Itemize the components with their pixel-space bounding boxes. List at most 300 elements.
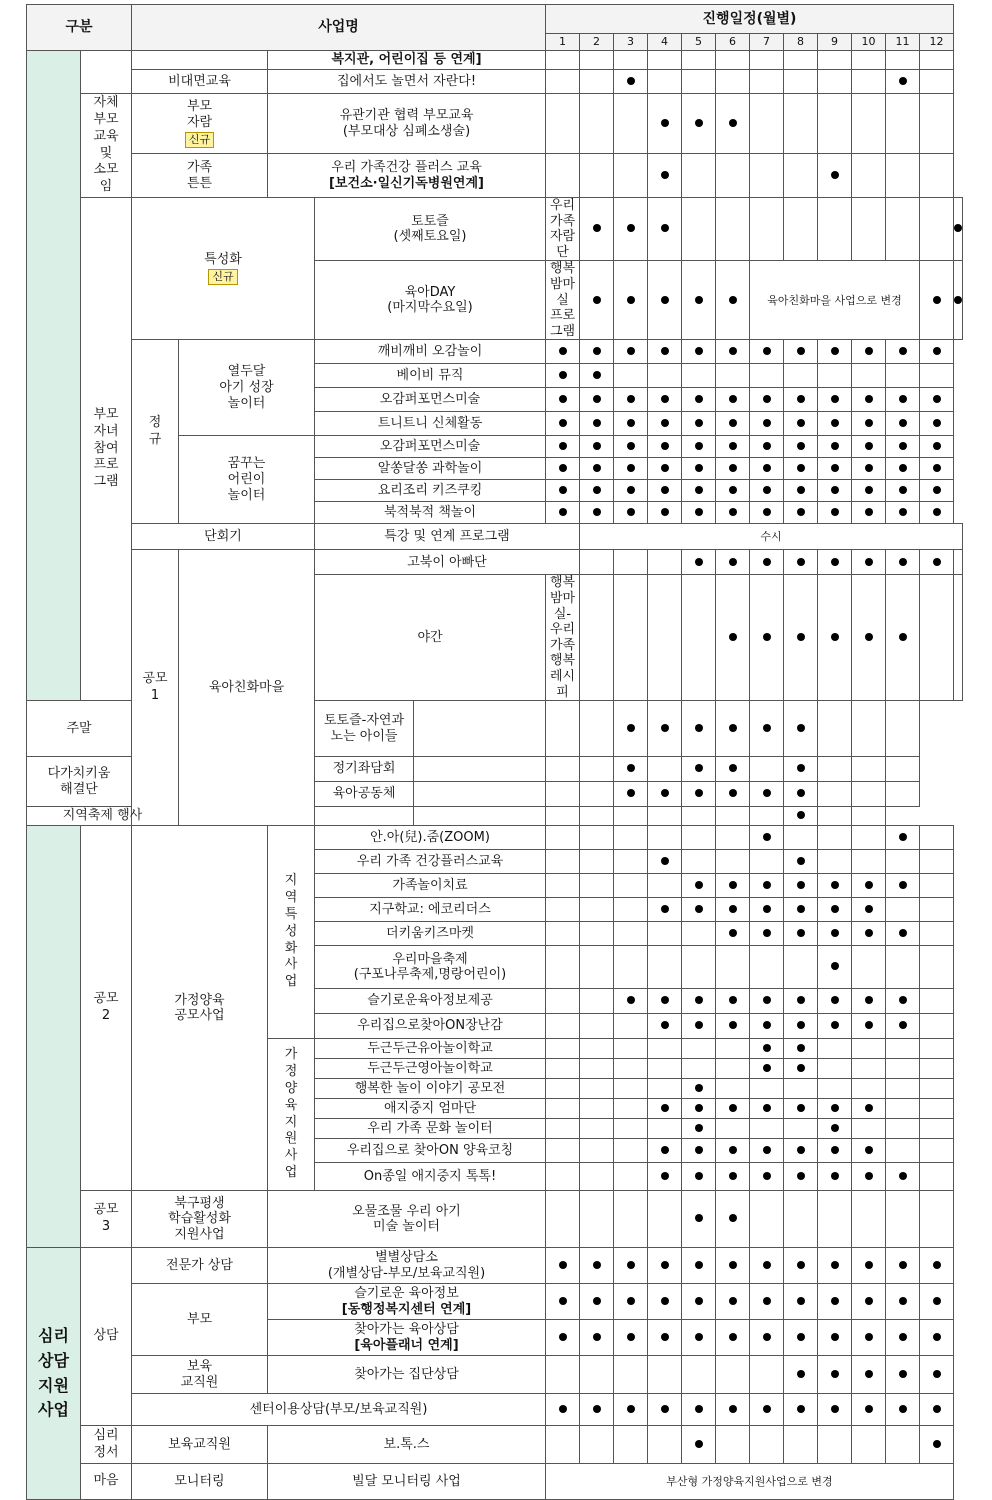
month-cell bbox=[750, 826, 784, 850]
month-cell bbox=[852, 946, 886, 989]
month-cell bbox=[818, 807, 852, 826]
scheduled-dot bbox=[831, 996, 839, 1004]
scheduled-dot bbox=[797, 929, 805, 937]
month-cell bbox=[682, 94, 716, 154]
month-cell bbox=[886, 154, 920, 198]
month-cell bbox=[682, 575, 716, 701]
month-cell bbox=[716, 1139, 750, 1163]
month-cell bbox=[614, 458, 648, 480]
month-cell bbox=[682, 1426, 716, 1464]
month-cell bbox=[716, 782, 750, 807]
month-cell bbox=[716, 412, 750, 436]
schedule-note: 부산형 가정양육지원사업으로 변경 bbox=[546, 1464, 954, 1500]
month-cell bbox=[614, 922, 648, 946]
scheduled-dot bbox=[559, 419, 567, 427]
scheduled-dot bbox=[661, 1333, 669, 1341]
month-cell bbox=[580, 1284, 614, 1320]
month-cell bbox=[580, 412, 614, 436]
month-cell bbox=[750, 458, 784, 480]
scheduled-dot bbox=[797, 1064, 805, 1072]
scheduled-dot bbox=[831, 171, 839, 179]
month-cell bbox=[784, 1284, 818, 1320]
month-cell bbox=[784, 850, 818, 874]
scheduled-dot bbox=[695, 347, 703, 355]
month-cell bbox=[920, 458, 954, 480]
scheduled-dot bbox=[797, 486, 805, 494]
month-header: 4 bbox=[648, 34, 682, 51]
month-cell bbox=[580, 989, 614, 1014]
month-header: 2 bbox=[580, 34, 614, 51]
month-cell bbox=[920, 412, 954, 436]
scheduled-dot bbox=[729, 296, 737, 304]
row-sub-label: 부모 자람 신규 bbox=[132, 94, 268, 154]
scheduled-dot bbox=[865, 1021, 873, 1029]
scheduled-dot bbox=[933, 1297, 941, 1305]
month-cell bbox=[682, 198, 716, 261]
scheduled-dot bbox=[763, 1333, 771, 1341]
scheduled-dot bbox=[695, 1104, 703, 1112]
month-cell bbox=[614, 198, 648, 261]
scheduled-dot bbox=[695, 1405, 703, 1413]
month-cell bbox=[648, 782, 682, 807]
month-cell bbox=[682, 550, 716, 575]
month-cell bbox=[648, 412, 682, 436]
month-cell bbox=[886, 874, 920, 898]
scheduled-dot bbox=[729, 1405, 737, 1413]
row-detail: 토토즐-자연과 노는 아이들 bbox=[315, 701, 414, 757]
month-cell bbox=[886, 826, 920, 850]
scheduled-dot bbox=[933, 464, 941, 472]
month-cell bbox=[886, 1394, 920, 1426]
scheduled-dot bbox=[831, 419, 839, 427]
row-name: 다가치키움 해결단 bbox=[27, 757, 132, 807]
scheduled-dot bbox=[831, 929, 839, 937]
scheduled-dot bbox=[695, 1333, 703, 1341]
month-cell bbox=[648, 1191, 682, 1248]
month-cell bbox=[614, 701, 648, 757]
scheduled-dot bbox=[797, 347, 805, 355]
month-cell bbox=[648, 1099, 682, 1119]
month-cell bbox=[682, 1039, 716, 1059]
month-cell bbox=[546, 340, 580, 364]
scheduled-dot bbox=[593, 464, 601, 472]
month-cell bbox=[614, 1320, 648, 1356]
scheduled-dot bbox=[899, 996, 907, 1004]
month-cell bbox=[784, 1099, 818, 1119]
month-cell bbox=[784, 480, 818, 502]
scheduled-dot bbox=[831, 1370, 839, 1378]
month-cell bbox=[920, 922, 954, 946]
row-name: 우리집으로 찾아ON 양육코칭 bbox=[315, 1139, 546, 1163]
month-cell bbox=[886, 1320, 920, 1356]
month-cell bbox=[682, 782, 716, 807]
new-badge: 신규 bbox=[208, 269, 237, 285]
month-cell bbox=[920, 946, 954, 989]
month-cell bbox=[886, 502, 920, 524]
month-cell bbox=[784, 1039, 818, 1059]
scheduled-dot bbox=[797, 1044, 805, 1052]
month-cell bbox=[648, 70, 682, 94]
row-name: 특강 및 연계 프로그램 bbox=[315, 524, 580, 550]
scheduled-dot bbox=[831, 1261, 839, 1269]
month-cell bbox=[784, 458, 818, 480]
scheduled-dot bbox=[831, 1146, 839, 1154]
group-self-parent-edu: 자체 부모 교육 및 소모 임 bbox=[81, 94, 132, 198]
scheduled-dot bbox=[933, 1405, 941, 1413]
month-cell bbox=[852, 826, 886, 850]
row-name: 깨비깨비 오감놀이 bbox=[315, 340, 546, 364]
month-cell bbox=[886, 1284, 920, 1320]
scheduled-dot bbox=[593, 486, 601, 494]
month-cell bbox=[852, 51, 886, 70]
scheduled-dot bbox=[729, 508, 737, 516]
month-cell bbox=[648, 480, 682, 502]
scheduled-dot bbox=[627, 996, 635, 1004]
month-cell bbox=[920, 198, 954, 261]
month-cell bbox=[682, 388, 716, 412]
month-cell bbox=[920, 1320, 954, 1356]
scheduled-dot bbox=[763, 1405, 771, 1413]
month-cell bbox=[614, 1248, 648, 1284]
scheduled-dot bbox=[661, 419, 669, 427]
month-cell bbox=[852, 1039, 886, 1059]
month-cell bbox=[648, 94, 682, 154]
month-cell bbox=[546, 850, 580, 874]
header-category: 구분 bbox=[27, 5, 132, 51]
scheduled-dot bbox=[695, 1440, 703, 1448]
month-cell bbox=[648, 340, 682, 364]
scheduled-dot bbox=[797, 395, 805, 403]
scheduled-dot bbox=[695, 764, 703, 772]
month-cell bbox=[750, 1059, 784, 1079]
month-cell bbox=[920, 340, 954, 364]
month-cell bbox=[886, 946, 920, 989]
scheduled-dot bbox=[797, 724, 805, 732]
month-cell bbox=[648, 261, 682, 340]
scheduled-dot bbox=[661, 905, 669, 913]
row-partner-note: [보건소·일신기독병원연계] bbox=[329, 175, 484, 191]
month-cell bbox=[784, 1139, 818, 1163]
row-detail: 정기좌담회 bbox=[315, 757, 414, 782]
scheduled-dot bbox=[831, 1405, 839, 1413]
header-schedule: 진행일정(월별) bbox=[546, 5, 954, 34]
month-cell bbox=[750, 1248, 784, 1284]
month-cell bbox=[784, 946, 818, 989]
scheduled-dot bbox=[899, 558, 907, 566]
scheduled-dot bbox=[729, 395, 737, 403]
scheduled-dot bbox=[695, 395, 703, 403]
scheduled-dot bbox=[661, 996, 669, 1004]
scheduled-dot bbox=[797, 1261, 805, 1269]
month-cell bbox=[614, 70, 648, 94]
month-cell bbox=[784, 989, 818, 1014]
scheduled-dot bbox=[933, 1370, 941, 1378]
month-cell bbox=[580, 757, 614, 782]
month-cell bbox=[852, 757, 886, 782]
scheduled-dot bbox=[797, 1405, 805, 1413]
month-cell bbox=[818, 388, 852, 412]
month-cell bbox=[546, 782, 580, 807]
row-name: 베이비 뮤직 bbox=[315, 364, 546, 388]
scheduled-dot bbox=[729, 464, 737, 472]
scheduled-dot bbox=[831, 1172, 839, 1180]
group-participation: 부모 자녀 참여 프로 그램 bbox=[81, 198, 132, 701]
month-cell bbox=[886, 480, 920, 502]
month-cell bbox=[716, 388, 750, 412]
month-cell bbox=[614, 898, 648, 922]
month-cell bbox=[852, 1014, 886, 1039]
month-cell bbox=[750, 1119, 784, 1139]
scheduled-dot bbox=[899, 1370, 907, 1378]
scheduled-dot bbox=[797, 1297, 805, 1305]
scheduled-dot bbox=[695, 881, 703, 889]
month-cell bbox=[818, 1059, 852, 1079]
month-cell bbox=[648, 1426, 682, 1464]
month-cell bbox=[750, 1394, 784, 1426]
month-cell bbox=[852, 922, 886, 946]
month-cell bbox=[580, 480, 614, 502]
scheduled-dot bbox=[763, 1104, 771, 1112]
scheduled-dot bbox=[593, 1405, 601, 1413]
month-cell bbox=[546, 51, 580, 70]
scheduled-dot bbox=[797, 633, 805, 641]
month-cell bbox=[750, 1284, 784, 1320]
month-cell bbox=[614, 340, 648, 364]
scheduled-dot bbox=[627, 419, 635, 427]
row-name: 집에서도 놀면서 자란다! bbox=[268, 70, 546, 94]
scheduled-dot bbox=[695, 1124, 703, 1132]
month-cell bbox=[818, 757, 852, 782]
scheduled-dot bbox=[695, 119, 703, 127]
month-cell bbox=[614, 989, 648, 1014]
scheduled-dot bbox=[865, 905, 873, 913]
month-cell bbox=[682, 51, 716, 70]
row-name: 오물조물 우리 아기 미술 놀이터 bbox=[268, 1191, 546, 1248]
row-name: 안.아(兒).줌(ZOOM) bbox=[315, 826, 546, 850]
month-cell bbox=[920, 1079, 954, 1099]
month-cell bbox=[648, 550, 682, 575]
month-cell bbox=[818, 782, 852, 807]
month-cell bbox=[818, 550, 852, 575]
month-cell bbox=[546, 1284, 580, 1320]
scheduled-dot bbox=[695, 789, 703, 797]
month-cell bbox=[716, 898, 750, 922]
month-cell bbox=[580, 701, 614, 757]
month-cell bbox=[716, 480, 750, 502]
scheduled-dot bbox=[933, 442, 941, 450]
month-cell bbox=[852, 1163, 886, 1191]
month-cell bbox=[784, 1248, 818, 1284]
scheduled-dot bbox=[865, 1172, 873, 1180]
scheduled-dot bbox=[559, 464, 567, 472]
month-cell bbox=[614, 757, 648, 782]
month-cell bbox=[614, 575, 648, 701]
month-cell bbox=[614, 826, 648, 850]
month-cell bbox=[920, 51, 954, 70]
month-cell bbox=[818, 826, 852, 850]
group-emotion: 심리 정서 bbox=[81, 1426, 132, 1464]
month-cell bbox=[818, 1356, 852, 1394]
month-cell bbox=[682, 1320, 716, 1356]
row-name: 유관기관 협력 부모교육 (부모대상 심폐소생술) bbox=[268, 94, 546, 154]
scheduled-dot bbox=[729, 419, 737, 427]
row-name: 주말 bbox=[27, 701, 132, 757]
month-cell bbox=[648, 1320, 682, 1356]
month-cell bbox=[614, 850, 648, 874]
month-cell bbox=[614, 1119, 648, 1139]
scheduled-dot bbox=[729, 1172, 737, 1180]
row-sub-label: 꿈꾸는 어린이 놀이터 bbox=[179, 436, 315, 524]
scheduled-dot bbox=[763, 996, 771, 1004]
month-cell bbox=[648, 989, 682, 1014]
month-cell bbox=[546, 1248, 580, 1284]
month-cell bbox=[614, 388, 648, 412]
scheduled-dot bbox=[865, 419, 873, 427]
scheduled-dot bbox=[729, 1104, 737, 1112]
row-name: 별별상담소 (개별상담-부모/보육교직원) bbox=[268, 1248, 546, 1284]
month-cell bbox=[716, 757, 750, 782]
scheduled-dot bbox=[627, 1297, 635, 1305]
scheduled-dot bbox=[763, 724, 771, 732]
scheduled-dot bbox=[865, 464, 873, 472]
scheduled-dot bbox=[763, 1261, 771, 1269]
scheduled-dot bbox=[899, 929, 907, 937]
month-cell bbox=[546, 1119, 580, 1139]
month-cell bbox=[682, 757, 716, 782]
month-cell bbox=[750, 340, 784, 364]
scheduled-dot bbox=[797, 905, 805, 913]
month-cell bbox=[920, 1119, 954, 1139]
scheduled-dot bbox=[729, 486, 737, 494]
month-cell bbox=[784, 1320, 818, 1356]
month-cell bbox=[886, 51, 920, 70]
month-cell bbox=[750, 922, 784, 946]
month-cell bbox=[920, 1014, 954, 1039]
month-cell bbox=[784, 1059, 818, 1079]
month-cell bbox=[716, 1119, 750, 1139]
month-cell bbox=[852, 94, 886, 154]
month-cell bbox=[852, 502, 886, 524]
month-cell bbox=[614, 1426, 648, 1464]
month-cell bbox=[682, 70, 716, 94]
month-cell bbox=[852, 1284, 886, 1320]
scheduled-dot bbox=[559, 1333, 567, 1341]
month-cell bbox=[886, 757, 920, 782]
month-cell bbox=[750, 154, 784, 198]
schedule-note: 육아친화마을 사업으로 변경 bbox=[750, 261, 920, 340]
month-cell bbox=[818, 154, 852, 198]
month-cell bbox=[716, 51, 750, 70]
month-cell bbox=[818, 850, 852, 874]
scheduled-dot bbox=[865, 442, 873, 450]
month-cell bbox=[784, 502, 818, 524]
month-cell bbox=[818, 1284, 852, 1320]
month-cell bbox=[614, 807, 648, 826]
scheduled-dot bbox=[695, 558, 703, 566]
month-cell bbox=[750, 757, 784, 782]
month-cell bbox=[852, 1059, 886, 1079]
month-cell bbox=[546, 458, 580, 480]
month-cell bbox=[682, 922, 716, 946]
scheduled-dot bbox=[695, 442, 703, 450]
scheduled-dot bbox=[865, 395, 873, 403]
month-cell bbox=[784, 1079, 818, 1099]
month-cell bbox=[580, 70, 614, 94]
month-cell bbox=[716, 1014, 750, 1039]
scheduled-dot bbox=[695, 1146, 703, 1154]
scheduled-dot bbox=[797, 789, 805, 797]
month-cell bbox=[852, 340, 886, 364]
month-cell bbox=[750, 1139, 784, 1163]
month-cell bbox=[920, 1139, 954, 1163]
month-cell bbox=[818, 480, 852, 502]
scheduled-dot bbox=[695, 1021, 703, 1029]
row-name: 센터이용상담(부모/보육교직원) bbox=[132, 1394, 546, 1426]
month-cell bbox=[546, 1320, 580, 1356]
scheduled-dot bbox=[661, 1146, 669, 1154]
month-cell bbox=[682, 850, 716, 874]
month-cell bbox=[716, 1079, 750, 1099]
month-cell bbox=[818, 1039, 852, 1059]
month-cell bbox=[546, 1059, 580, 1079]
month-cell bbox=[784, 874, 818, 898]
scheduled-dot bbox=[763, 1021, 771, 1029]
month-cell bbox=[648, 436, 682, 458]
scheduled-dot bbox=[661, 347, 669, 355]
scheduled-dot bbox=[729, 1146, 737, 1154]
scheduled-dot bbox=[933, 395, 941, 403]
scheduled-dot bbox=[627, 347, 635, 355]
month-cell bbox=[648, 850, 682, 874]
scheduled-dot bbox=[661, 789, 669, 797]
month-cell bbox=[920, 1039, 954, 1059]
scheduled-dot bbox=[729, 347, 737, 355]
month-cell bbox=[648, 1394, 682, 1426]
month-cell bbox=[784, 198, 818, 261]
month-cell bbox=[886, 1099, 920, 1119]
group-contest-1: 공모 1 bbox=[132, 550, 179, 826]
scheduled-dot bbox=[763, 833, 771, 841]
month-cell bbox=[682, 701, 716, 757]
month-cell bbox=[682, 1099, 716, 1119]
month-cell bbox=[886, 701, 920, 757]
month-cell bbox=[614, 782, 648, 807]
month-cell bbox=[648, 1284, 682, 1320]
month-cell bbox=[818, 1394, 852, 1426]
month-cell bbox=[818, 946, 852, 989]
scheduled-dot bbox=[593, 296, 601, 304]
month-cell bbox=[614, 436, 648, 458]
month-cell bbox=[920, 1426, 954, 1464]
month-cell bbox=[682, 946, 716, 989]
month-cell bbox=[546, 757, 580, 782]
row-name: 토토즐 (셋째토요일) bbox=[315, 198, 546, 261]
month-cell bbox=[818, 70, 852, 94]
month-cell bbox=[648, 51, 682, 70]
month-cell bbox=[750, 436, 784, 458]
scheduled-dot bbox=[831, 1333, 839, 1341]
month-cell bbox=[648, 364, 682, 388]
scheduled-dot bbox=[831, 395, 839, 403]
row-name: 찾아가는 집단상담 bbox=[268, 1356, 546, 1394]
month-cell bbox=[580, 1099, 614, 1119]
scheduled-dot bbox=[899, 442, 907, 450]
month-cell bbox=[920, 154, 954, 198]
month-cell bbox=[716, 946, 750, 989]
scheduled-dot bbox=[763, 347, 771, 355]
month-cell bbox=[784, 436, 818, 458]
scheduled-dot bbox=[627, 442, 635, 450]
